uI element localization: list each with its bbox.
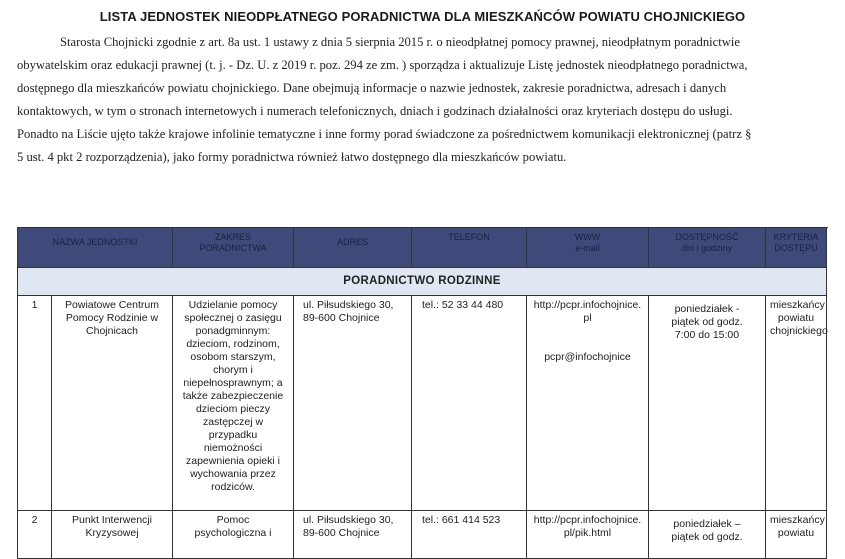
table-row [18,511,827,559]
header-dostepnosc [649,228,766,268]
email-link[interactable]: pcpr@infochojnice [544,351,631,363]
text-line: rodziców. [211,481,255,493]
text-line: niepełnosprawnym; a [183,377,283,389]
header-label: DOSTĘPNOŚĆ [675,232,739,242]
text-line: Kryzysowej [85,527,139,539]
text-line: piątek od godz. [671,316,743,328]
unit-scope [173,511,294,559]
text-line: zastępczej w [202,416,264,428]
unit-address [294,296,412,511]
text-line: 7:00 do 15:00 [674,329,740,341]
unit-availability [649,511,766,559]
text-line: niemożności [203,442,263,454]
header-label: dni i godziny [681,243,733,253]
text-line: 89-600 Chojnice [303,527,380,539]
header-nazwa [18,228,173,268]
unit-www [527,296,649,511]
header-label: ZAKRES [214,232,251,242]
section-row [18,268,827,296]
text-line: osobom starszym, [190,351,276,363]
header-kryteria [766,228,827,268]
website-link[interactable]: http://pcpr.infochojnice. [533,514,642,526]
text-line: 89-600 Chojnice [303,312,380,324]
unit-name [52,296,173,511]
intro-line: kontaktowych, w tym o stronach internetowych i numerach telefonicznych, dniach i godzinach działalności oraz kryteriach dostępu do usługi. [17,104,733,118]
unit-phone: tel.: 52 33 44 480 [412,296,527,511]
text-line: społecznej o zasięgu [184,312,282,324]
intro-line: obywatelskim oraz edukacji prawnej (t. j. - Dz. U. z 2019 r. poz. 294 ze zm. ) sporządza i aktualizuje Listę jednostek nieodpłatnego poradnictwa, [17,58,748,72]
header-label: WWW [574,232,601,242]
text-line: przypadku [208,429,258,441]
unit-scope [173,296,294,511]
unit-address [294,511,412,559]
text-line: ponadgminnym: [195,325,271,337]
text-line: Pomoc [216,514,250,526]
text-line: psychologiczna i [194,527,272,539]
intro-line: Starosta Chojnicki zgodnie z art. 8a ust. 1 ustawy z dnia 5 sierpnia 2015 r. o nieodpłatnej pomocy prawnej, nieodpłatnym poradnictwie [60,35,740,49]
unit-criteria [766,296,827,511]
website-link[interactable]: pl/pik.html [563,527,612,539]
units-table [17,227,827,559]
text-line: Udzielanie pomocy [188,299,278,311]
text-line: ul. Piłsudskiego 30, [303,514,394,526]
text-line: dzieciom pieczy [195,403,271,415]
header-label: PORADNICTWA [199,243,267,253]
header-telefon [412,228,527,268]
text-line: mieszkańcy [770,299,825,311]
website-link[interactable]: pl [583,312,592,324]
intro-line: Ponadto na Liście ujęto także krajowe infolinie tematyczne i inne formy porad świadczone za pośrednictwem komunikacji elektronicznej (patrz § [17,127,752,141]
text-line: także zabezpieczenie [182,390,284,402]
website-link[interactable]: http://pcpr.infochojnice. [533,299,642,311]
text-line: piątek od godz. [671,531,743,543]
intro-line: dostępnego dla mieszkańców powiatu chojnickiego. Dane obejmują informacje o nazwie jednostek, zakresie poradnictwa, adresach i danych [17,81,727,95]
header-zakres [173,228,294,268]
unit-phone: tel.: 661 414 523 [412,511,527,559]
header-label: NAZWA JEDNOSTKI [52,237,138,247]
text-line: zapewnienia opieki i [186,455,280,467]
intro-paragraph [17,31,825,169]
text-line: Pomocy Rodzinie w [65,312,159,324]
text-line: chorym i [213,364,253,376]
row-number: 1 [18,296,52,511]
text-line: ul. Piłsudskiego 30, [303,299,394,311]
text-line: mieszkańcy [770,514,825,526]
unit-availability [649,296,766,511]
unit-name [52,511,173,559]
text-line: powiatu [777,527,815,539]
intro-line: 5 ust. 4 pkt 2 rozporządzenia), jako formy poradnictwa również łatwo dostępnego dla mieszkańców powiatu. [17,150,567,164]
header-adres [294,228,412,268]
text-line: wychowania przez [190,468,276,480]
header-label: KRYTERIA [773,232,819,242]
document-title: LISTA JEDNOSTEK NIEODPŁATNEGO PORADNICTWA DLA MIESZKAŃCÓW POWIATU CHOJNICKIEGO [99,9,746,24]
text-line: Punkt Interwencji [72,514,152,526]
unit-criteria [766,511,827,559]
text-line: dzieciom, rodzinom, [186,338,280,350]
header-label: TELEFON [448,232,490,242]
header-label: ADRES [336,237,368,247]
header-label: e-mail [575,243,600,253]
table-header-row [18,228,827,268]
text-line: Chojnicach [86,325,138,337]
header-label: DOSTĘPU [774,243,818,253]
table-row [18,296,827,511]
row-number: 2 [18,511,52,559]
text-line: poniedziałek - [674,303,740,315]
section-title: PORADNICTWO RODZINNE [18,268,827,296]
header-www [527,228,649,268]
text-line: chojnickiego [770,325,828,337]
text-line: powiatu [777,312,815,324]
unit-www [527,511,649,559]
text-line: Powiatowe Centrum [65,299,159,311]
text-line: poniedziałek – [673,518,741,530]
